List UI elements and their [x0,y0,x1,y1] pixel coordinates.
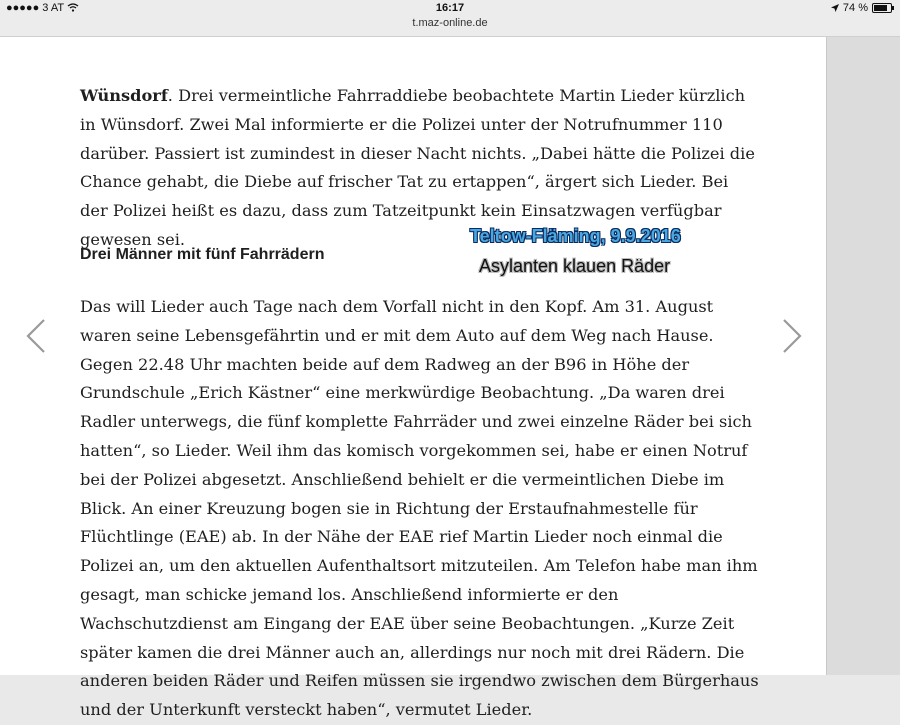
chevron-left-icon [24,318,48,354]
page-gutter [827,37,900,675]
battery-icon [872,3,892,13]
article-paragraph-1-text: . Drei vermeintliche Fahrraddiebe beobachtete Martin Lieder kürzlich in Wünsdorf. Zwei Mal informierte er die Polizei unter der Notrufnummer 110 darüber. Passiert ist zumindest in dieser Nacht nichts. „Dabei hätte die Polizei die Chance gehabt, die Diebe auf frischer Tat zu ertappen“, ärgert sich Lieder. Bei der Polizei heißt es dazu, dass zum Tatzeitpunkt kein Einsatzwagen verfügbar gewesen sei. [80,86,755,249]
clock: 16:17 [435,2,465,14]
next-page-button[interactable] [780,318,804,354]
status-right [831,2,892,14]
carrier-signal: ●●●●● 3 AT [6,2,79,14]
url-bar[interactable]: t.maz-online.de [412,17,488,29]
previous-page-button[interactable] [24,318,48,354]
article-paragraph-2: Das will Lieder auch Tage nach dem Vorfall nicht in den Kopf. Am 31. August waren seine Lebensgefährtin und er mit dem Auto auf dem Weg nach Hause. Gegen 22.48 Uhr machten beide auf dem Radweg an der B96 in Höhe der Grundschule „Erich Kästner“ eine merkwürdige Beobachtung. „Da waren drei Radler unterwegs, die fünf komplette Fahrräder und zwei einzelne Räder bei sich hatten“, so Lieder. Weil ihm das komisch vorgekommen sei, habe er einen Notruf bei der Polizei abgesetzt. Anschließend behielt er die vermeintlichen Diebe im Blick. An einer Kreuzung bogen sie in Richtung der Erstaufnahmestelle für Flüchtlinge (EAE) ab. In der Nähe der EAE rief Martin Lieder noch einmal die Polizei an, um den aktuellen Aufenthaltsort mitzuteilen. Am Telefon habe man ihm gesagt, man schicke jemand los. Anschließend informierte er den Wachschutzdienst am Eingang der EAE über seine Beobachtungen. „Kurze Zeit später kamen die drei Männer auch an, allerdings nur noch mit drei Rädern. Die anderen beiden Räder und Reifen müssen sie irgendwo zwischen dem Bürgerhaus und der Unterkunft versteckt haben“, vermutet Lieder. [80,297,759,720]
location-arrow-icon [831,4,839,12]
article-lead-word: Wünsdorf [80,86,168,105]
article-page [0,37,827,720]
overlay-caption-title: Asylanten klauen Räder [479,256,671,276]
status-bar [0,0,900,37]
overlay-caption-date: Teltow-Fläming, 9.9.2016 [470,226,681,246]
battery-fill [874,5,887,11]
chevron-right-icon [780,318,804,354]
article-subheading: Drei Männer mit fünf Fahrrädern [80,246,325,263]
battery-percent: 74 % [842,2,868,14]
